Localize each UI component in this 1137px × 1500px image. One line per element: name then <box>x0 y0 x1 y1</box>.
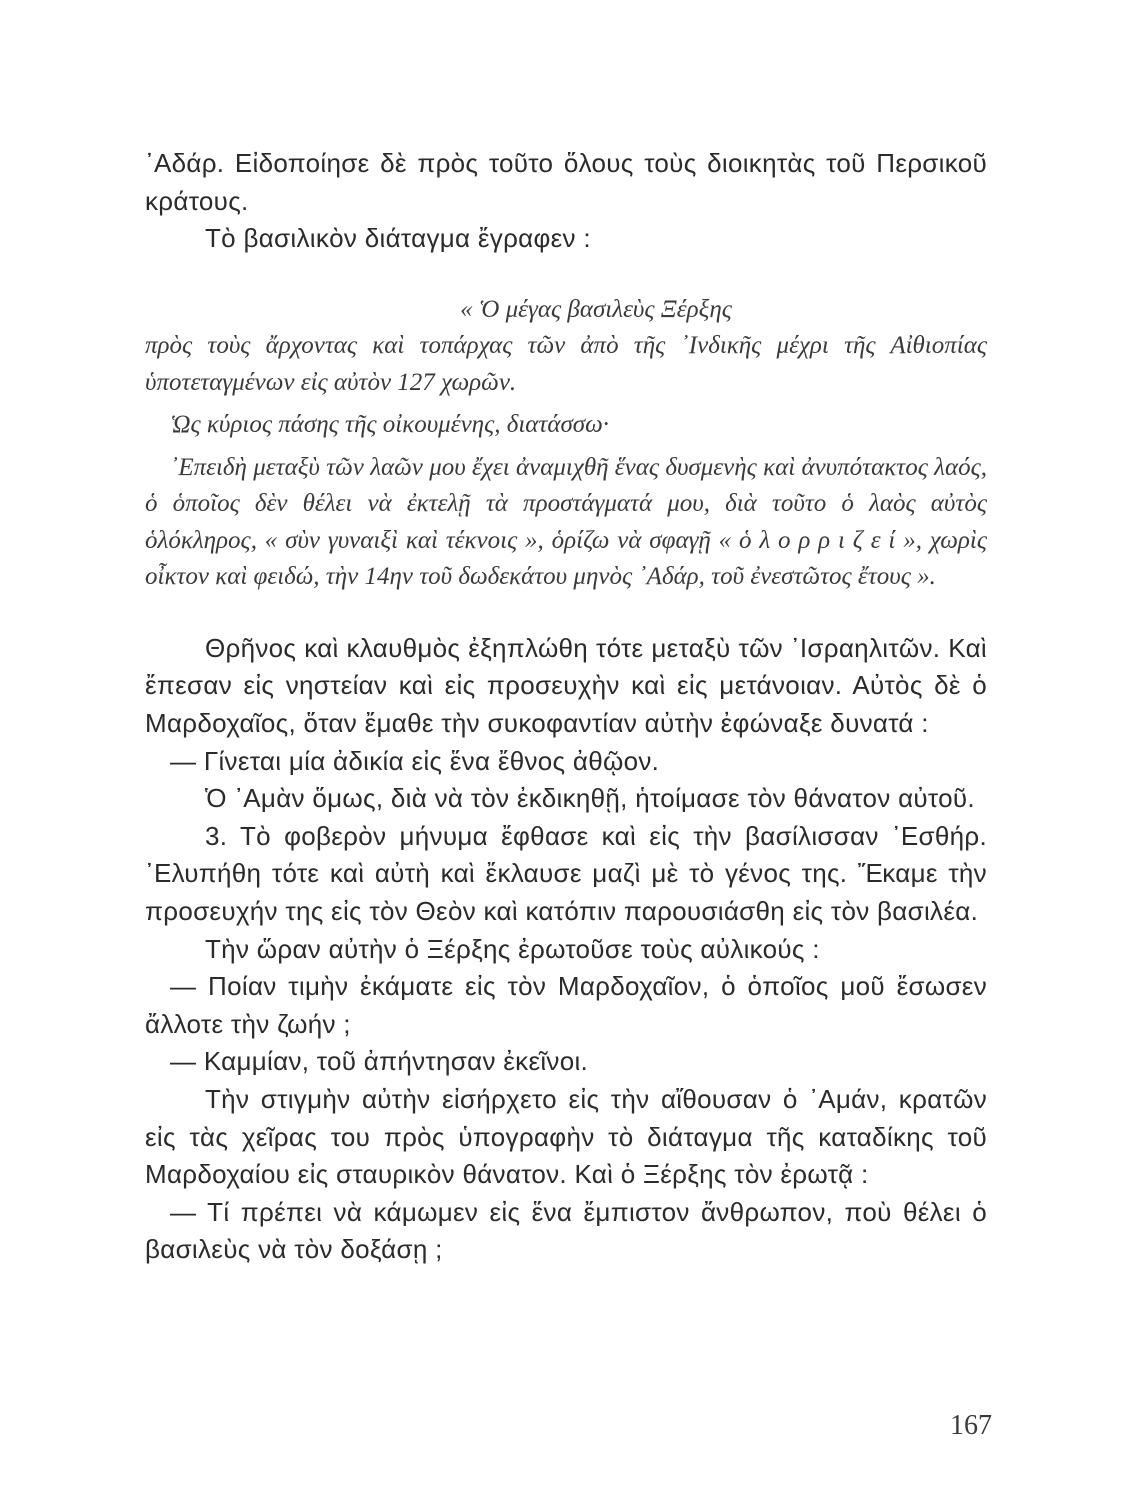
decree-line-2: ᾿Επειδὴ μεταξὺ τῶν λαῶν μου ἔχει ἀναμιχθῆ ἕνας δυσμενὴς καὶ ἀνυπότακτος λαός, ὁ ὁποῖος δὲν θέλει νὰ ἐκτελῇ τὰ προστάγματά μου, διὰ τοῦτο ὁ λαὸς αὐτὸς ὁλόκληρος, « σὺν γυναιξὶ καὶ τέκνοις », ὁρίζω νὰ σφαγῇ « ὁ λ ο ρ ρ ι ζ ε ί », χωρὶς οἶκτον καὶ φειδώ, τὴν 14ην τοῦ δωδεκάτου μηνὸς ᾿Αδάρ, τοῦ ἐνεστῶτος ἔτους ». <box>145 453 987 591</box>
body-paragraph-6: — Ποίαν τιμὴν ἐκάματε εἰς τὸν Μαρδοχαῖον, ὁ ὁποῖος μοῦ ἔσωσεν ἄλλοτε τὴν ζωήν ; <box>145 971 987 1039</box>
decree-section <box>145 292 987 596</box>
intro-paragraph-1: ᾿Αδάρ. Εἰδοποίησε δὲ πρὸς τοῦτο ὅλους τοὺς διοικητὰς τοῦ Περσικοῦ κράτους. <box>145 148 987 216</box>
intro-section <box>145 145 987 258</box>
body-paragraph-5: Τὴν ὥραν αὐτὴν ὁ Ξέρξης ἐρωτοῦσε τοὺς αὐλικούς : <box>205 933 820 964</box>
body-paragraph-8: Τὴν στιγμὴν αὐτὴν εἰσήρχετο εἰς τὴν αἴθουσαν ὁ ᾿Αμάν, κρατῶν εἰς τὰς χεῖρας του πρὸς ὑπογραφὴν τὸ διάταγμα τῆς καταδίκης τοῦ Μαρδοχαίου εἰς σταυρικὸν θάνατον. Καὶ ὁ Ξέρξης τὸν ἐρωτᾷ : <box>145 1083 987 1190</box>
body-paragraph-4: 3. Τὸ φοβερὸν μήνυμα ἔφθασε καὶ εἰς τὴν βασίλισσαν ᾿Εσθήρ. ᾿Ελυπήθη τότε καὶ αὐτὴ καὶ ἔκλαυσε μαζὶ μὲ τὸ γένος της. Ἔκαμε τὴν προσευχήν της εἰς τὸν Θεὸν καὶ κατόπιν παρουσιάσθη εἰς τὸν βασιλέα. <box>145 820 987 926</box>
decree-line-1: Ὡς κύριος πάσης τῆς οἰκουμένης, διατάσσω· <box>170 411 610 439</box>
body-section <box>145 630 987 1269</box>
page-number: 167 <box>950 1410 992 1441</box>
decree-heading: « Ὁ μέγας βασιλεὺς Ξέρξης <box>460 295 732 323</box>
body-paragraph-3: Ὁ ᾿Αμὰν ὅμως, διὰ νὰ τὸν ἐκδικηθῇ, ἡτοίμασε τὸν θάνατον αὐτοῦ. <box>205 783 975 814</box>
body-paragraph-2: — Γίνεται μία ἀδικία εἰς ἕνα ἔθνος ἀθῷον. <box>170 745 660 776</box>
intro-paragraph-2: Τὸ βασιλικὸν διάταγμα ἔγραφεν : <box>205 223 591 254</box>
decree-addressees: πρὸς τοὺς ἄρχοντας καὶ τοπάρχας τῶν ἀπὸ τῆς ᾿Ινδικῆς μέχρι τῆς Αἰθιοπίας ὑποτεταγμένων εἰς αὐτὸν 127 χωρῶν. <box>145 332 987 396</box>
body-paragraph-9: — Τί πρέπει νὰ κάμωμεν εἰς ἕνα ἔμπιστον ἄνθρωπον, ποὺ θέλει ὁ βασιλεὺς νὰ τὸν δοξάσῃ ; <box>145 1196 987 1265</box>
body-paragraph-7: — Καμμίαν, τοῦ ἀπήντησαν ἐκεῖνοι. <box>170 1046 589 1077</box>
page-text <box>145 145 987 1269</box>
body-paragraph-1: Θρῆνος καὶ κλαυθμὸς ἐξηπλώθη τότε μεταξὺ τῶν ᾿Ισραηλιτῶν. Καὶ ἔπεσαν εἰς νηστείαν καὶ εἰς προσευχὴν καὶ εἰς μετάνοιαν. Αὐτὸς δὲ ὁ Μαρδοχαῖος, ὅταν ἔμαθε τὴν συκοφαντίαν αὐτὴν ἐφώναξε δυνατά : <box>145 632 987 738</box>
